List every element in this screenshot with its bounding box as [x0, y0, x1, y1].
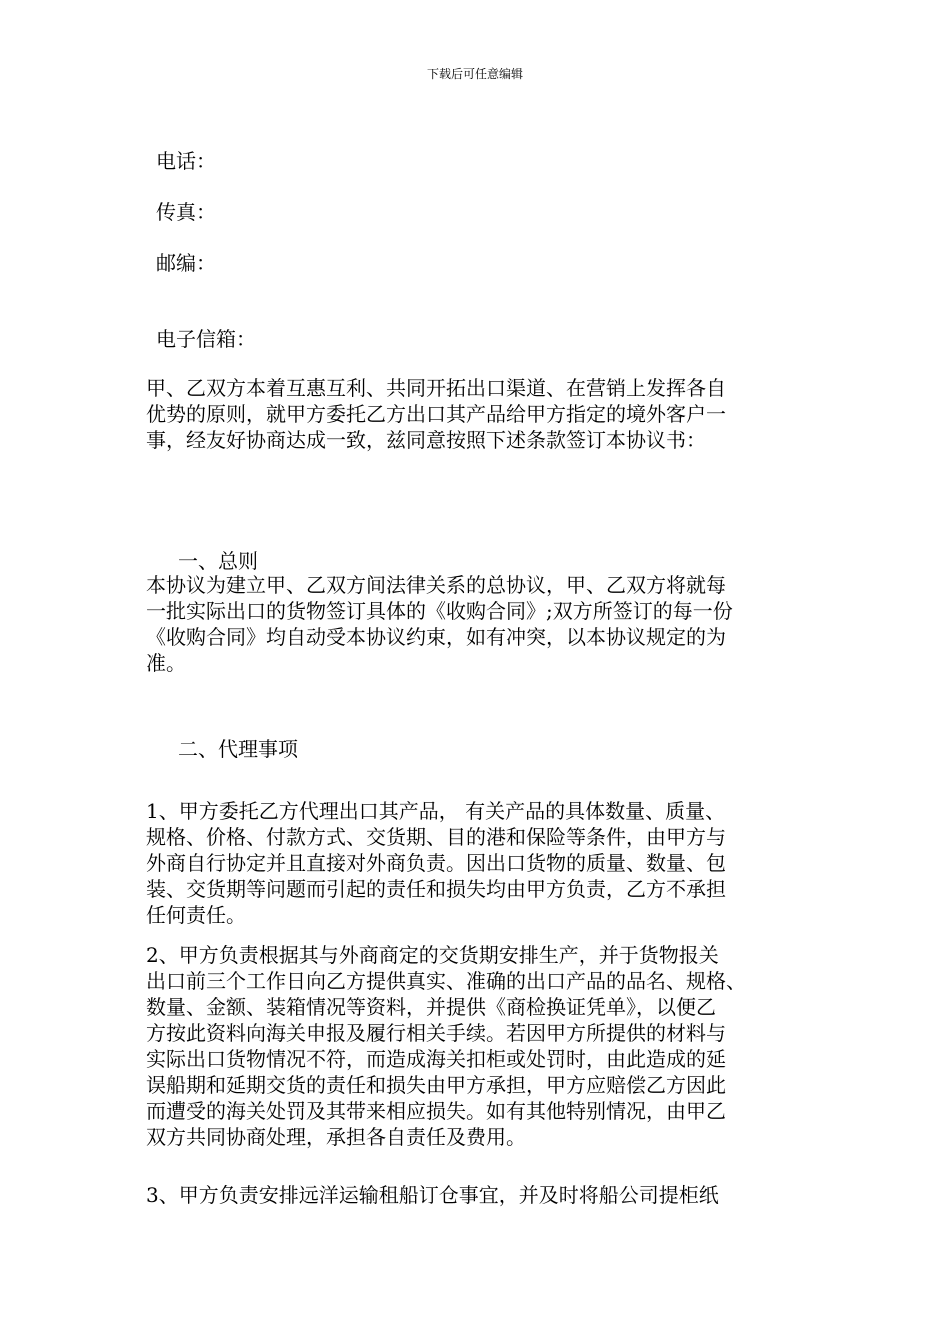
item1-line: 规格、价格、付款方式、交货期、目的港和保险等条件，由甲方与 — [146, 825, 726, 849]
section2-item3 — [146, 1182, 808, 1208]
section2-title: 二、代理事项 — [178, 737, 298, 761]
item1-line: 外商自行协定并且直接对外商负责。因出口货物的质量、数量、包 — [146, 851, 726, 875]
page-header-note: 下载后可任意编辑 — [426, 67, 523, 81]
item2-line: 数量、金额、装箱情况等资料，并提供《商检换证凭单》，以便乙 — [146, 995, 716, 1019]
intro-line: 甲、乙双方本着互惠互利、共同开拓出口渠道、在营销上发挥各自 — [146, 376, 726, 400]
phone-field-label: 电话： — [156, 149, 216, 173]
item1-line: 装、交货期等问题而引起的责任和损失均由甲方负责，乙方不承担 — [146, 877, 726, 901]
item1-line: 任何责任。 — [146, 903, 246, 927]
section1-line: 本协议为建立甲、乙双方间法律关系的总协议，甲、乙双方将就每 — [146, 573, 726, 597]
item2-line: 而遭受的海关处罚及其带来相应损失。如有其他特别情况，由甲乙 — [146, 1099, 726, 1123]
item2-line: 出口前三个工作日向乙方提供真实、准确的出口产品的品名、规格、 — [146, 969, 746, 993]
item2-line: 双方共同协商处理，承担各自责任及费用。 — [146, 1125, 526, 1149]
item2-line: 误船期和延期交货的责任和损失由甲方承担，甲方应赔偿乙方因此 — [146, 1073, 726, 1097]
item2-line: 2、甲方负责根据其与外商商定的交货期安排生产，并于货物报关 — [146, 943, 719, 967]
section1-line: 准。 — [146, 651, 186, 675]
section2-item1 — [146, 798, 808, 928]
item3-line: 3、甲方负责安排远洋运输租船订仓事宜，并及时将船公司提柜纸 — [146, 1183, 719, 1207]
fax-field-label: 传真： — [156, 200, 216, 224]
section1-title: 一、总则 — [178, 549, 258, 573]
section1-paragraph — [146, 572, 808, 676]
intro-line: 优势的原则，就甲方委托乙方出口其产品给甲方指定的境外客户一 — [146, 402, 726, 426]
intro-line: 事，经友好协商达成一致，兹同意按照下述条款签订本协议书： — [146, 428, 706, 452]
item2-line: 方按此资料向海关申报及履行相关手续。若因甲方所提供的材料与 — [146, 1021, 726, 1045]
section1-line: 一批实际出口的货物签订具体的《收购合同》;双方所签订的每一份 — [146, 599, 733, 623]
section2-item2 — [146, 942, 808, 1150]
item1-line: 1、甲方委托乙方代理出口其产品， 有关产品的具体数量、质量、 — [146, 799, 726, 823]
intro-paragraph — [146, 375, 808, 453]
section1-line: 《收购合同》均自动受本协议约束，如有冲突，以本协议规定的为 — [146, 625, 726, 649]
postcode-field-label: 邮编： — [156, 251, 216, 275]
email-field-label: 电子信箱： — [156, 327, 256, 351]
item2-line: 实际出口货物情况不符，而造成海关扣柜或处罚时，由此造成的延 — [146, 1047, 726, 1071]
